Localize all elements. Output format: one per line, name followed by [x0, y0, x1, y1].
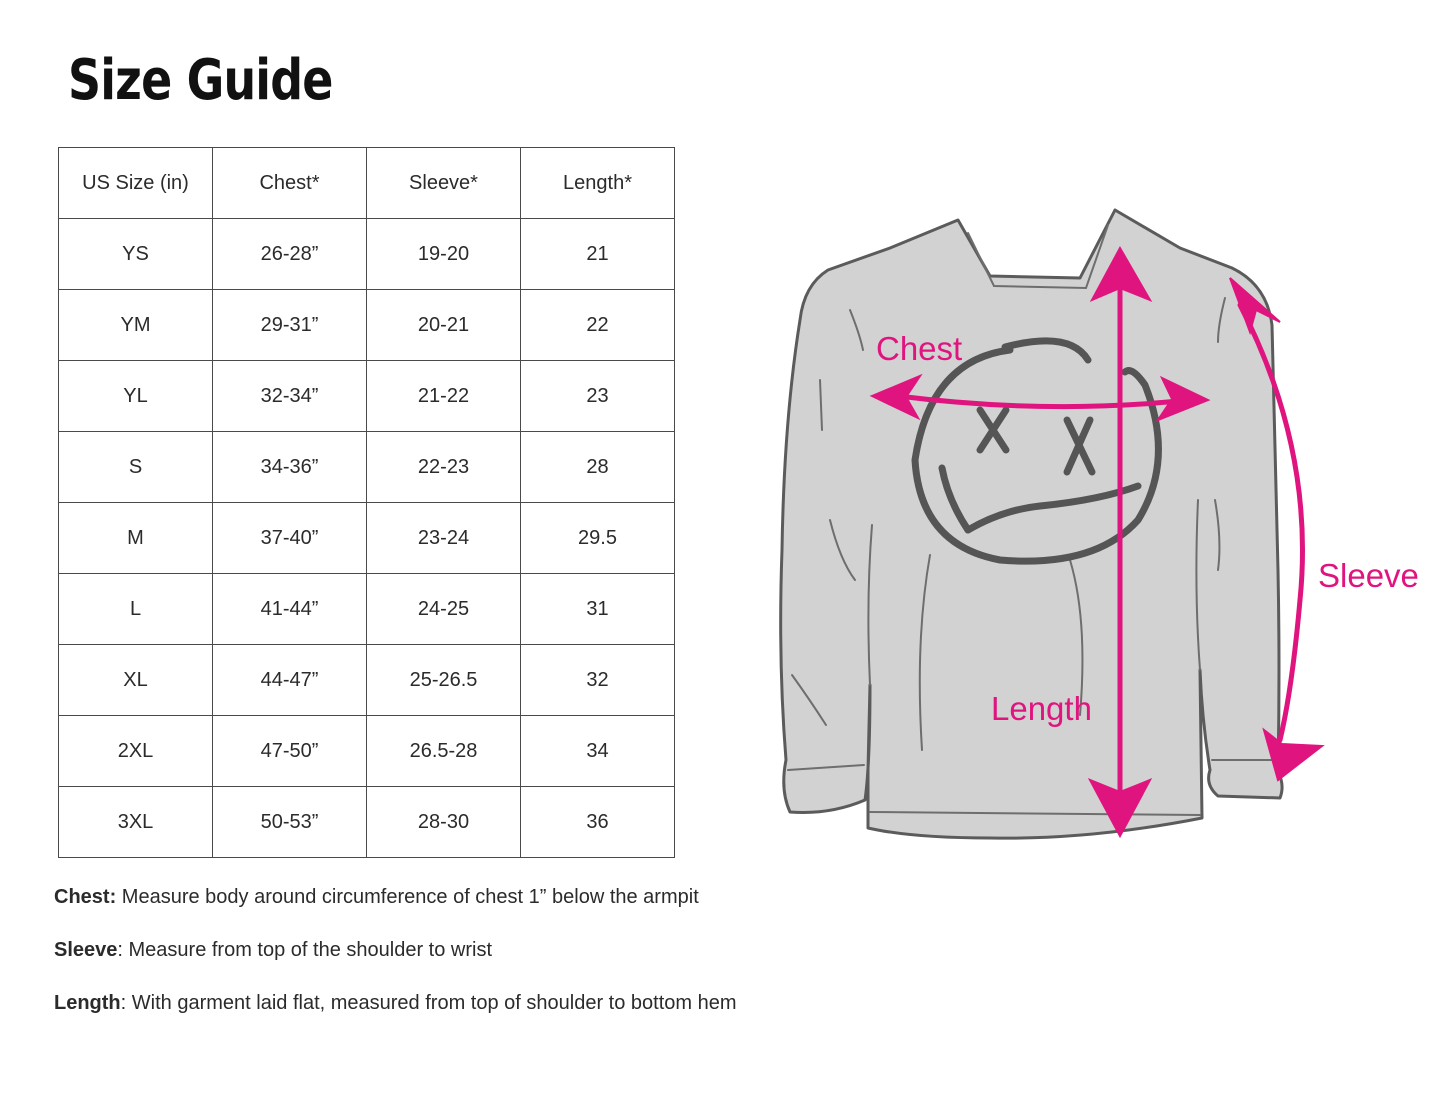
- cell-chest: 32-34”: [213, 361, 367, 432]
- cell-sleeve: 25-26.5: [367, 645, 521, 716]
- cell-length: 22: [521, 290, 675, 361]
- note-text: : Measure from top of the shoulder to wrist: [117, 939, 492, 961]
- sleeve-label: Sleeve: [1318, 557, 1419, 594]
- cell-length: 28: [521, 432, 675, 503]
- cell-chest: 37-40”: [213, 503, 367, 574]
- cell-chest: 44-47”: [213, 645, 367, 716]
- note-text: Measure body around circumference of chest 1” below the armpit: [116, 886, 699, 908]
- cell-sleeve: 22-23: [367, 432, 521, 503]
- note-sleeve: [54, 937, 737, 990]
- table-header-row: [59, 148, 675, 219]
- sweatshirt-diagram: [770, 200, 1445, 850]
- table-row: [59, 503, 675, 574]
- note-length: [54, 990, 737, 1043]
- cell-size: 2XL: [59, 716, 213, 787]
- cell-sleeve: 21-22: [367, 361, 521, 432]
- table-row: [59, 290, 675, 361]
- header-us-size: US Size (in): [59, 148, 213, 219]
- header-sleeve: Sleeve*: [367, 148, 521, 219]
- table-row: [59, 219, 675, 290]
- cell-sleeve: 19-20: [367, 219, 521, 290]
- cell-sleeve: 20-21: [367, 290, 521, 361]
- chest-label: Chest: [876, 330, 963, 367]
- table-row: [59, 787, 675, 858]
- note-term: Sleeve: [54, 939, 118, 961]
- cell-sleeve: 26.5-28: [367, 716, 521, 787]
- size-table: [58, 147, 675, 858]
- cell-size: 3XL: [59, 787, 213, 858]
- cell-size: S: [59, 432, 213, 503]
- table-row: [59, 645, 675, 716]
- cell-chest: 26-28”: [213, 219, 367, 290]
- note-chest: [54, 884, 737, 937]
- note-term: Length: [54, 992, 121, 1014]
- cell-size: YS: [59, 219, 213, 290]
- table-row: [59, 361, 675, 432]
- header-chest: Chest*: [213, 148, 367, 219]
- cell-sleeve: 28-30: [367, 787, 521, 858]
- cell-length: 31: [521, 574, 675, 645]
- length-label: Length: [991, 690, 1092, 727]
- page-title: Size Guide: [68, 48, 333, 113]
- cell-length: 29.5: [521, 503, 675, 574]
- cell-chest: 47-50”: [213, 716, 367, 787]
- note-text: : With garment laid flat, measured from top of shoulder to bottom hem: [120, 992, 737, 1014]
- table-row: [59, 716, 675, 787]
- cell-size: L: [59, 574, 213, 645]
- cell-sleeve: 24-25: [367, 574, 521, 645]
- cell-chest: 50-53”: [213, 787, 367, 858]
- cell-size: XL: [59, 645, 213, 716]
- cell-size: YM: [59, 290, 213, 361]
- note-term: Chest:: [54, 886, 117, 908]
- cell-sleeve: 23-24: [367, 503, 521, 574]
- cell-length: 36: [521, 787, 675, 858]
- table-row: [59, 574, 675, 645]
- cell-size: YL: [59, 361, 213, 432]
- table-row: [59, 432, 675, 503]
- sweatshirt-svg: [770, 200, 1445, 850]
- cell-size: M: [59, 503, 213, 574]
- cell-chest: 41-44”: [213, 574, 367, 645]
- cell-length: 34: [521, 716, 675, 787]
- cell-length: 21: [521, 219, 675, 290]
- cell-chest: 29-31”: [213, 290, 367, 361]
- sweatshirt-body: [781, 210, 1282, 838]
- header-length: Length*: [521, 148, 675, 219]
- cell-chest: 34-36”: [213, 432, 367, 503]
- cell-length: 32: [521, 645, 675, 716]
- measurement-notes: [54, 884, 737, 1043]
- cell-length: 23: [521, 361, 675, 432]
